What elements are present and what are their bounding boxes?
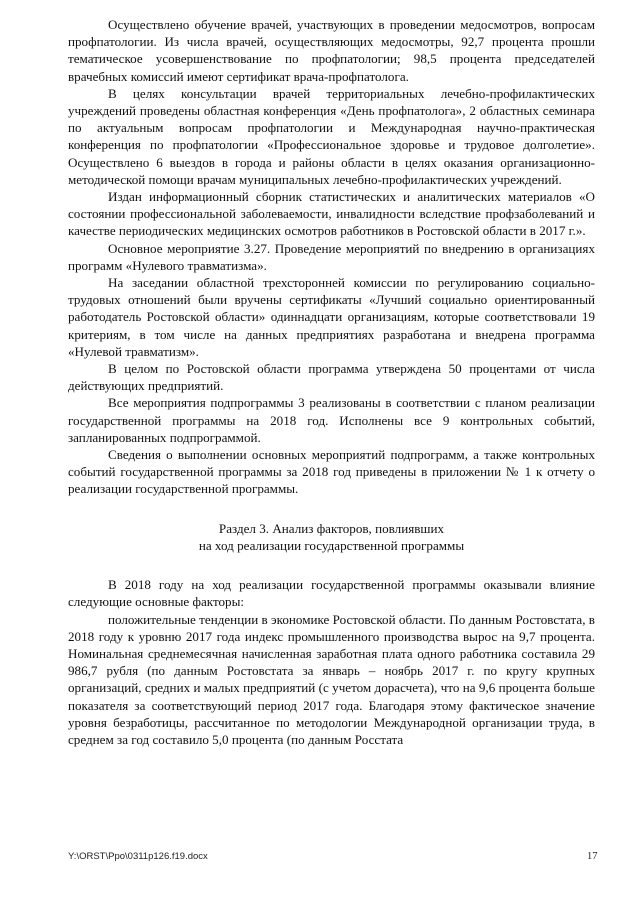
paragraph: Все мероприятия подпрограммы 3 реализованы в соответствии с планом реализации государственной программы на 2018 год. Исполнены все 9 контрольных событий, запланированных подпрограммой. <box>68 395 595 445</box>
footer-file-path: Y:\ORST\Ppo\0311p126.f19.docx <box>68 851 208 862</box>
paragraph: Издан информационный сборник статистических и аналитических материалов «О состоянии профессиональной заболеваемости, инвалидности вследствие профзаболеваний и качестве периодических медицинских осмотров работников в Ростовской области в 2017 г.». <box>68 189 595 239</box>
paragraph: В целом по Ростовской области программа утверждена 50 процентами от числа действующих предприятий. <box>68 361 595 394</box>
section-heading-line-2: на ход реализации государственной программы <box>198 537 465 553</box>
paragraph: Основное мероприятие 3.27. Проведение мероприятий по внедрению в организациях программ «Нулевого травматизма». <box>68 240 595 273</box>
paragraph: В 2018 году на ход реализации государственной программы оказывали влияние следующие основные факторы: <box>68 577 595 610</box>
paragraph: В целях консультации врачей территориальных лечебно-профилактических учреждений проведены областная конференция «День профпатолога», 2 областных семинара по актуальным вопросам профпатологии и Международная научно-практическая конференция по профпатологии «Профессиональное здоровье и трудовое долголетие». Осуществлено 6 выездов в города и районы области в целях оказания организационно-методической помощи врачам муниципальных лечебно-профилактических учреждений. <box>68 85 595 187</box>
paragraph: Осуществлено обучение врачей, участвующих в проведении медосмотров, вопросам профпатологии. Из числа врачей, осуществляющих медосмотры, 92,7 процента прошли тематическое усовершенствование по профпатологии; 98,5 процента председателей врачебных комиссий имеют сертификат врача-профпатолога. <box>68 17 595 84</box>
document-body <box>68 16 595 748</box>
page-number: 17 <box>587 851 598 862</box>
paragraph: На заседании областной трехсторонней комиссии по регулированию социально-трудовых отношений были вручены сертификаты «Лучший социально ориентированный работодатель Ростовской области» одиннадцати организациям, которые соответствовали 19 критериям, в том числе на данных предприятиях разработана и внедрена программа «Нулевой травматизм». <box>68 275 595 359</box>
section-heading <box>68 520 595 554</box>
paragraph: положительные тенденции в экономике Ростовской области. По данным Ростовстата, в 2018 году к уровню 2017 года индекс промышленного производства вырос на 9,7 процента. Номинальная среднемесячная начисленная заработная плата одного работника составила 29 986,7 рубля (по данным Ростовстата за январь – ноябрь 2017 г. по кругу крупных организаций, средних и малых предприятий (с учетом дорасчета), что на 9,6 процента больше показателя за соответствующий период 2017 года. Благодаря этому фактическое значение уровня безработицы, рассчитанное по методологии Международной организации труда, в среднем за год составило 5,0 процента (по данным Росстата <box>68 611 595 747</box>
section-heading-line-1: Раздел 3. Анализ факторов, повлиявших <box>218 520 445 536</box>
paragraph: Сведения о выполнении основных мероприятий подпрограмм, а также контрольных событий государственной программы за 2018 год приведены в приложении № 1 к отчету о реализации государственной программы. <box>68 447 595 497</box>
